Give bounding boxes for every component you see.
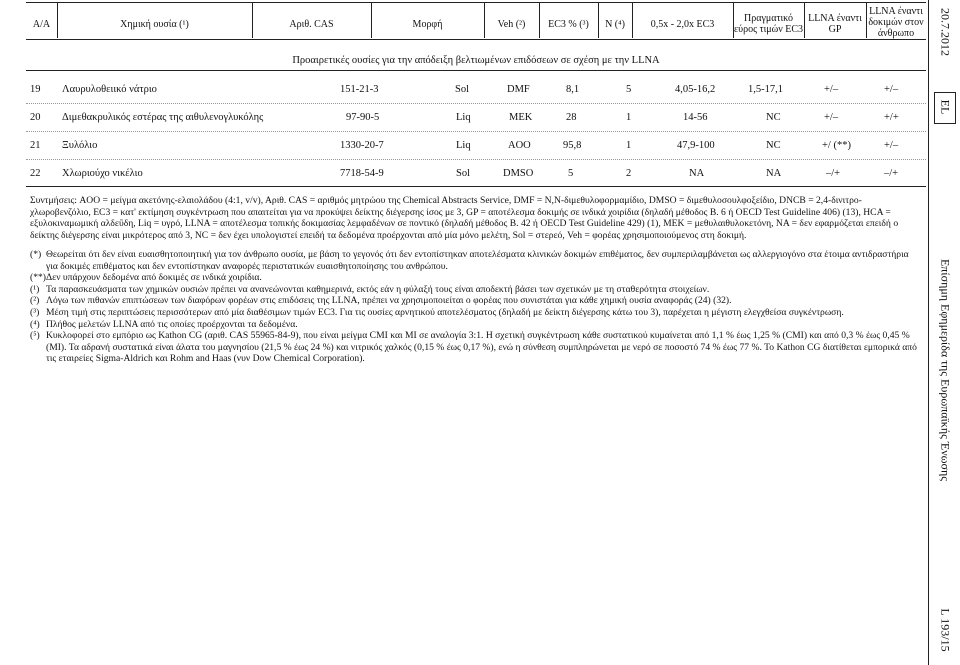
header-cas: Αριθ. CAS xyxy=(289,19,334,30)
header-ec3: EC3 % (³) xyxy=(548,19,589,30)
footnote: (⁵) Κυκλοφορεί στο εμπόριο ως Kathon CG (αριθ. CAS 55965-84-9), που είναι μείγμα CMI και MI σε αναλογία 3:1. Η σχετική συγκέντρωση κάθε συστατικού κυμαίνεται από 1,1 % έως 1,25 % (CMI) και από 0,3 % έως 0,45 % (MI). Τα αδρανή συστατικά είναι άλατα του μαγνησίου (21,5 % έως 24 %) και νιτρικός χαλκός (0,15 % έως 0,17 %), ενώ η σύνθεση συμπληρώνεται με νερό σε ποσοστό 74 % έως 77 %. Το Kathon CG διατίθεται εμπορικά από τις εταιρείες Sigma-Aldrich και Rohm and Haas (νυν Dow Chemical Corporation). xyxy=(30,330,917,365)
header-substance: Χημική ουσία (¹) xyxy=(120,19,189,30)
header-range: 0,5x - 2,0x EC3 xyxy=(650,19,715,30)
page-reference: L 193/15 xyxy=(938,608,953,652)
footnote: (⁴) Πλήθος μελετών LLNA από τις οποίες προέρχονται τα δεδομένα. xyxy=(30,318,298,330)
footnote: (**) Δεν υπάρχουν δεδομένα από δοκιμές σε ινδικά χοιρίδια. xyxy=(30,272,262,284)
row-divider xyxy=(26,131,926,132)
table-row: 20 Διμεθακρυλικός εστέρας της αιθυλενογλυκόλης 97-90-5 Liq MEK 28 1 14-56 NC +/– +/+ xyxy=(30,112,899,123)
table-bottom-rule xyxy=(26,186,926,187)
footnotes xyxy=(30,249,918,365)
header-llna-gp: LLNA έναντι GP xyxy=(808,13,862,35)
footnote: (³) Μέση τιμή στις περιπτώσεις περισσότερων από μία διαθέσιμων τιμών EC3. Για τις ουσίες αρνητικού αποτελέσματος (δηλαδή με δείκτη διέγερσης κάτω του 3), παρέχεται η μέγιστη ελεγχθείσα συγκέντρωση. xyxy=(30,306,844,318)
table-top-rule xyxy=(26,2,926,3)
row-divider xyxy=(26,159,926,160)
header-n: N (⁴) xyxy=(605,19,625,30)
journal-title: Επίσημη Εφημερίδα της Ευρωπαϊκής Ένωσης xyxy=(938,258,953,482)
table-subheading: Προαιρετικές ουσίες για την απόδειξη βελτιωμένων επιδόσεων σε σχέση με την LLNA xyxy=(292,55,660,66)
table-row: 21 Ξυλόλιο 1330-20-7 Liq AOO 95,8 1 47,9-100 NC +/ (**) +/– xyxy=(30,140,899,151)
journal-sidebar xyxy=(928,0,960,665)
footnote: (*) Θεωρείται ότι δεν είναι ευαισθητοποιητική για τον άνθρωπο ουσία, με βάση το γεγονός ότι δεν εντοπίστηκαν αποτελέσματα κλινικών δοκιμών επιθέματος, δεν συμπεριλαμβάνεται ως αλλεργιογόνο στα έτοιμα αντιδραστήρια για δοκιμές επιθέματος και δεν εντοπίστηκαν αναφορές περιστατικών ευαισθητοποίησης του ανθρώπου. xyxy=(30,249,909,272)
language-code: EL xyxy=(938,99,953,115)
footnote: (¹) Τα παρασκευάσματα των χημικών ουσιών πρέπει να ανανεώνονται καθημερινά, εκτός εάν η φύλαξή τους είναι αποδεκτή βάσει των σχετικών με τη σταθερότητα στοιχείων. xyxy=(30,283,710,295)
abbreviations-note: Συντμήσεις: AOO = μείγμα ακετόνης-ελαιολάδου (4:1, v/v), Αριθ. CAS = αριθμός μητρώου της Chemical Abstracts Service, DMF = N,N-διμεθυλοφορμαμίδιο, DMSO = διμεθυλοσουλφοξείδιο, DNCB = 2,4-δινιτρο-χλωροβενζόλιο, EC3 = κατ' εκτίμηση συγκέντρωση που απαιτείται για να προκύψει δείκτης διέγερσης ίσος με 3, GP = αποτέλεσμα δοκιμής σε ινδικά χοιρίδια (δηλαδή μέθοδος Β. 6 ή OECD Test Guideline 406) (13), HCA = εξυλοκιναμωμική αλδεΰδη, Liq = υγρό, LLNA = αποτέλεσμα τοπικής δοκιμασίας λεμφαδένων σε ποντικό (δηλαδή μέθοδος Β. 42 ή OECD Test Guideline 429) (1), MEK = μεθυλαιθυλοκετόνη, NA = δεν εφαρμόζεται επειδή ο δείκτης διέγερσης είναι μικρότερος από 3, NC = δεν έχει υπολογιστεί επειδή τα δεδομένα προέρχονται από μία μόνο μελέτη, Sol = στερεό, Veh = φορέας χρησιμοποιούμενος στη δοκιμή. xyxy=(30,195,899,241)
header-bottom-rule xyxy=(26,39,926,40)
subheading-rule xyxy=(26,70,926,71)
row-divider xyxy=(26,103,926,104)
header-veh: Veh (²) xyxy=(497,19,526,30)
header-aa: Α/Α xyxy=(32,19,51,30)
header-llna-human: LLNA έναντι δοκιμών στον άνθρωπο xyxy=(868,6,924,39)
publication-date: 20.7.2012 xyxy=(938,8,953,56)
footnote: (²) Λόγω των πιθανών επιπτώσεων των διαφόρων φορέων στις επιδόσεις της LLNA, πρέπει να χρησιμοποιείται ο φορέας που συνιστάται για κάθε χημική ουσία αναφοράς (24) (32). xyxy=(30,295,732,307)
table-row: 19 Λαυρυλοθειικό νάτριο 151-21-3 Sol DMF 8,1 5 4,05-16,2 1,5-17,1 +/– +/– xyxy=(30,84,899,95)
header-form: Μορφή xyxy=(412,19,443,30)
table-row: 22 Χλωριούχο νικέλιο 7718-54-9 Sol DMSO 5 2 NA NA –/+ –/+ xyxy=(30,168,899,179)
header-actual-range: Πραγματικό εύρος τιμών EC3 xyxy=(733,13,804,35)
